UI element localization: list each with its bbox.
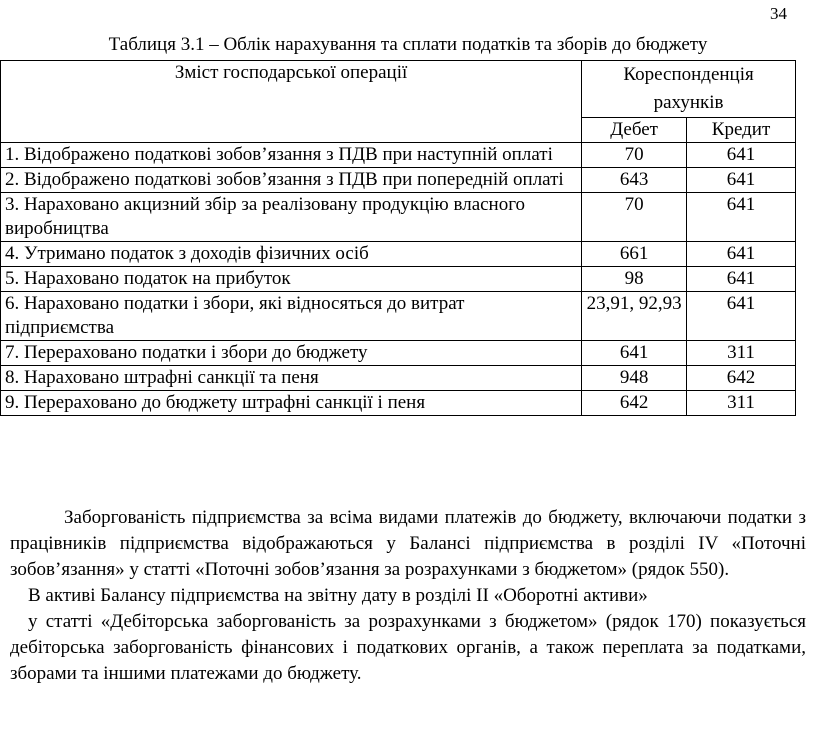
table-row bbox=[1, 168, 796, 193]
header-credit: Кредит bbox=[687, 118, 796, 143]
header-debit: Дебет bbox=[582, 118, 687, 143]
debit-cell: 641 bbox=[582, 341, 687, 366]
credit-cell: 642 bbox=[687, 366, 796, 391]
paragraph-receivables: у статті «Дебіторська заборгованість за розрахунками з бюджетом» (рядок 170) показується дебіторська заборгованість фінансових і податкових органів, а також переплата за податками, зборами та іншими платежами до бюджету. bbox=[10, 611, 806, 684]
debit-cell: 642 bbox=[582, 391, 687, 416]
debit-cell: 70 bbox=[582, 143, 687, 168]
table-row bbox=[1, 366, 796, 391]
debit-cell: 70 bbox=[582, 193, 687, 242]
operation-cell: 8. Нараховано штрафні санкції та пеня bbox=[1, 366, 582, 391]
operation-cell: 5. Нараховано податок на прибуток bbox=[1, 267, 582, 292]
operation-cell: 4. Утримано податок з доходів фізичних осіб bbox=[1, 242, 582, 267]
table-row bbox=[1, 193, 796, 242]
table-row bbox=[1, 143, 796, 168]
credit-cell: 641 bbox=[687, 168, 796, 193]
table-row bbox=[1, 341, 796, 366]
debit-cell: 948 bbox=[582, 366, 687, 391]
table-row bbox=[1, 267, 796, 292]
operation-cell: 3. Нараховано акцизний збір за реалізовану продукцію власного виробництва bbox=[1, 193, 582, 242]
debit-cell: 661 bbox=[582, 242, 687, 267]
operation-cell: 1. Відображено податкові зобов’язання з ПДВ при наступній оплаті bbox=[1, 143, 582, 168]
operation-cell: 7. Перераховано податки і збори до бюджету bbox=[1, 341, 582, 366]
debit-cell: 98 bbox=[582, 267, 687, 292]
credit-cell: 641 bbox=[687, 292, 796, 341]
table-row bbox=[1, 242, 796, 267]
operation-cell: 6. Нараховано податки і збори, які відносяться до витрат підприємства bbox=[1, 292, 582, 341]
credit-cell: 311 bbox=[687, 391, 796, 416]
tax-accounting-table bbox=[0, 60, 796, 416]
credit-cell: 311 bbox=[687, 341, 796, 366]
operation-cell: 2. Відображено податкові зобов’язання з ПДВ при попередній оплаті bbox=[1, 168, 582, 193]
header-operation-content: Зміст господарської операції bbox=[1, 61, 582, 143]
body-text bbox=[10, 505, 806, 687]
credit-cell: 641 bbox=[687, 267, 796, 292]
page-number: 34 bbox=[770, 4, 787, 23]
table-row bbox=[1, 292, 796, 341]
paragraph-assets-intro: В активі Балансу підприємства на звітну дату в розділі II «Оборотні активи» bbox=[28, 585, 648, 606]
credit-cell: 641 bbox=[687, 143, 796, 168]
credit-cell: 641 bbox=[687, 242, 796, 267]
debit-cell: 23,91, 92,93 bbox=[582, 292, 687, 341]
table-row bbox=[1, 391, 796, 416]
paragraph-liabilities: Заборгованість підприємства за всіма видами платежів до бюджету, включаючи податки з працівників підприємства відображаються у Балансі підприємства в розділі IV «Поточні зобов’язання» у статті «Поточні зобов’язання за розрахунками з бюджетом» (рядок 550). bbox=[10, 507, 806, 580]
table-caption: Таблиця 3.1 – Облік нарахування та сплати податків та зборів до бюджету bbox=[108, 34, 708, 55]
debit-cell: 643 bbox=[582, 168, 687, 193]
operation-cell: 9. Перераховано до бюджету штрафні санкції і пеня bbox=[1, 391, 582, 416]
header-correspondence: Кореспонденція рахунків bbox=[582, 61, 796, 118]
credit-cell: 641 bbox=[687, 193, 796, 242]
